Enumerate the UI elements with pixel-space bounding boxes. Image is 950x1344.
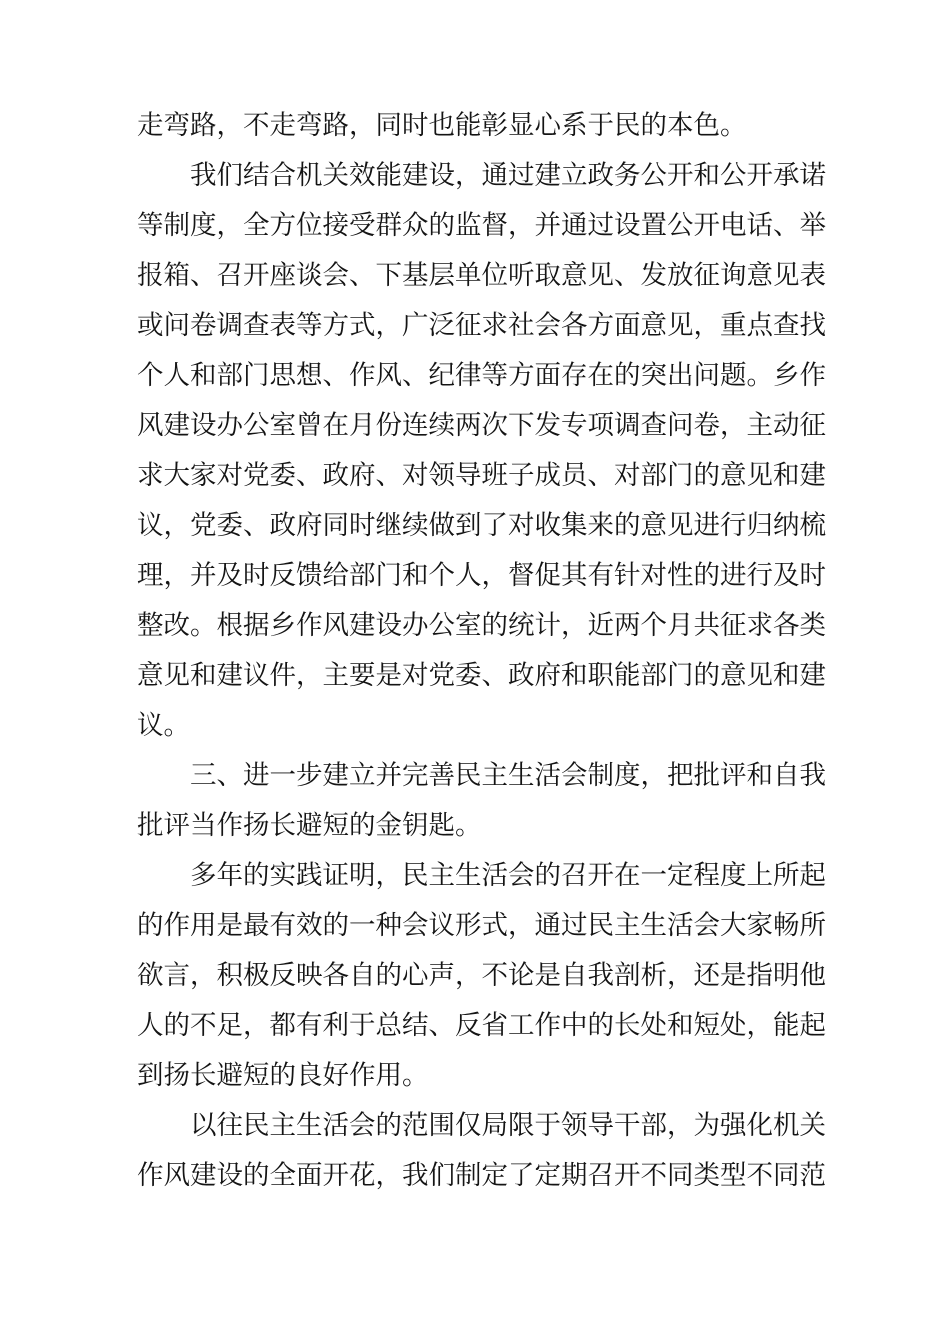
text-line: 等制度，全方位接受群众的监督，并通过设置公开电话、举 — [137, 210, 826, 241]
text-line: 到扬长避短的良好作用。 — [137, 1060, 429, 1091]
paragraph-first-line: 我们结合机关效能建设，通过建立政务公开和公开承诺 — [190, 160, 826, 191]
paragraph-first-line: 多年的实践证明，民主生活会的召开在一定程度上所起 — [190, 860, 826, 891]
text-line: 风建设办公室曾在月份连续两次下发专项调查问卷，主动征 — [137, 410, 826, 441]
text-line: 求大家对党委、政府、对领导班子成员、对部门的意见和建 — [137, 460, 826, 491]
section-heading-line: 三、进一步建立并完善民主生活会制度，把批评和自我 — [190, 760, 826, 791]
text-line: 走弯路，不走弯路，同时也能彰显心系于民的本色。 — [137, 110, 747, 141]
text-line: 议，党委、政府同时继续做到了对收集来的意见进行归纳梳 — [137, 510, 826, 541]
text-line: 整改。根据乡作风建设办公室的统计，近两个月共征求各类 — [137, 610, 826, 641]
text-line: 理，并及时反馈给部门和个人，督促其有针对性的进行及时 — [137, 560, 826, 591]
text-line: 意见和建议件，主要是对党委、政府和职能部门的意见和建 — [137, 660, 826, 691]
text-line: 议。 — [137, 710, 190, 741]
text-line: 作风建设的全面开花，我们制定了定期召开不同类型不同范 — [137, 1160, 826, 1191]
text-line: 的作用是最有效的一种会议形式，通过民主生活会大家畅所 — [137, 910, 826, 941]
text-line: 个人和部门思想、作风、纪律等方面存在的突出问题。乡作 — [137, 360, 826, 391]
text-line: 或问卷调查表等方式，广泛征求社会各方面意见，重点查找 — [137, 310, 826, 341]
text-line: 报箱、召开座谈会、下基层单位听取意见、发放征询意见表 — [137, 260, 826, 291]
paragraph-first-line: 以往民主生活会的范围仅局限于领导干部，为强化机关 — [190, 1110, 826, 1141]
text-line: 人的不足，都有利于总结、反省工作中的长处和短处，能起 — [137, 1010, 826, 1041]
text-line: 欲言，积极反映各自的心声，不论是自我剖析，还是指明他 — [137, 960, 826, 991]
section-heading-line: 批评当作扬长避短的金钥匙。 — [137, 810, 482, 841]
